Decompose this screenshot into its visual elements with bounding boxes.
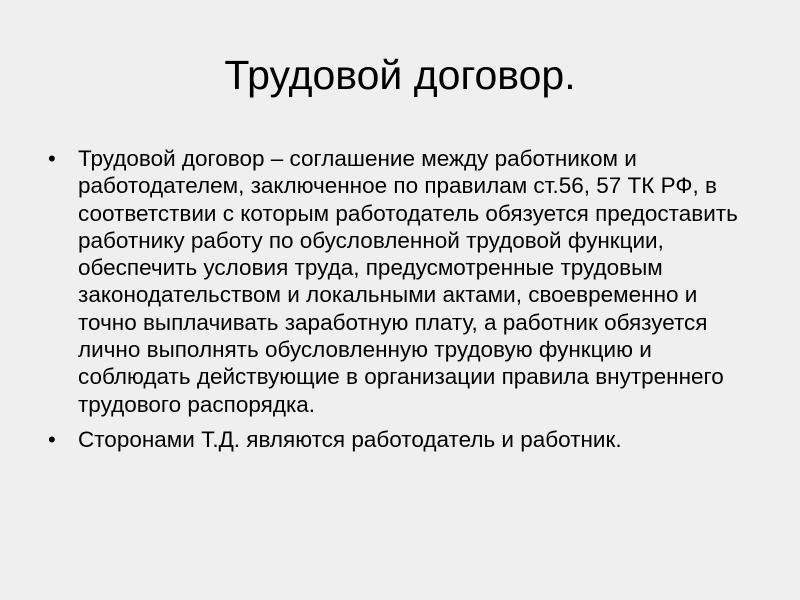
slide-title: Трудовой договор. bbox=[224, 52, 576, 98]
bullet-icon: • bbox=[48, 426, 56, 452]
bullet-icon: • bbox=[48, 146, 56, 171]
bullet-text: Трудовой договор – соглашение между работником и работодателем, заключенное по правилам ст.56, 57 ТК РФ, в соответствии с которым работодатель обязуется предоставить работнику работу по обусловленной трудовой функции, обеспечить условия труда, предусмотренные трудовым законодательством и локальными актами, своевременно и точно выплачивать заработную плату, а работник обязуется лично выполнять обусловленную трудовую функцию и соблюдать действующие в организации правила внутреннего трудового распорядка. bbox=[78, 146, 738, 417]
bullet-list bbox=[48, 145, 758, 461]
bullet-text: Сторонами Т.Д. являются работодатель и работник. bbox=[78, 426, 622, 452]
bullet-item-definition bbox=[48, 145, 758, 418]
bullet-item-parties bbox=[48, 426, 758, 453]
